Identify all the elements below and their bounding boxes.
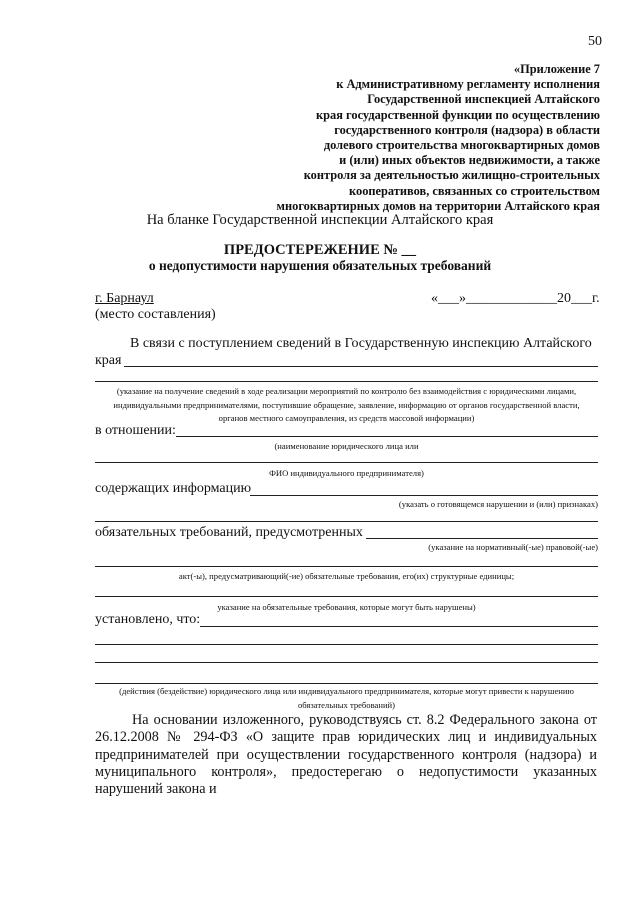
label-requirements: обязательных требований, предусмотренных <box>95 525 363 540</box>
appendix-line: государственного контроля (надзора) в области <box>334 122 600 137</box>
appendix-line: и (или) иных объектов недвижимости, а также <box>339 153 600 168</box>
caption-requirements: указание на обязательные требования, которые могут быть нарушены) <box>217 602 476 612</box>
entity-input-line <box>95 462 598 463</box>
caption-actions <box>95 685 598 712</box>
appendix-line: контроля за деятельностью жилищно-строительных <box>303 168 600 183</box>
document-subtitle: о недопустимости нарушения обязательных требований <box>148 258 492 273</box>
label-established: установлено, что: <box>95 612 201 627</box>
caption-normative: (указание на нормативный(-ые) правовой(-ые) <box>428 542 598 552</box>
caption-violation: (указать о готовящемся нарушении и (или) признаках) <box>398 499 598 509</box>
established-input-line <box>95 662 598 663</box>
caption-legal-entity: (наименование юридического лица или <box>274 441 419 451</box>
document-title: ПРЕДОСТЕРЕЖЕНИЕ № __ <box>223 242 417 258</box>
caption-entrepreneur: ФИО индивидуального предпринимателя) <box>269 468 424 478</box>
established-input-line <box>95 683 598 684</box>
final-paragraph: На основании изложенного, руководствуясь ст. 8.2 Федерального закона от 26.12.2008 № 294-ФЗ «О защите прав юридических лиц и индивидуальных предпринимателей при осуществлении государственного контроля (надзора) и муниципального контроля», предостерегаю о недопустимости указанных нарушений закона и <box>95 712 597 798</box>
caption-line: индивидуальными предпринимателями, поступившие обращение, заявление, информацию от органов государственной власти, <box>113 399 580 410</box>
acts-input-line <box>95 596 598 597</box>
intro-text: В связи с поступлением сведений в Государственную инспекцию Алтайского <box>130 336 592 351</box>
page-number: 50 <box>588 34 602 49</box>
appendix-line: долевого строительства многоквартирных домов <box>323 138 600 153</box>
caption-line: (указание на получение сведений в ходе реализации мероприятий по контролю без взаимодействия с юридическими лицами, <box>116 386 577 396</box>
appendix-line: края государственной функции по осуществлению <box>316 107 600 122</box>
containing-input-line <box>250 495 598 496</box>
city-field: г. Барнаул <box>95 291 154 306</box>
source-input-line <box>124 366 598 367</box>
place-caption: (место составления) <box>95 307 216 322</box>
established-input-line <box>200 626 598 627</box>
caption-line: обязательных требований) <box>297 699 396 710</box>
appendix-line: кооперативов, связанных со строительством <box>349 183 600 198</box>
caption-acts: акт(-ы), предусматривающий(-ие) обязательные требования, его(их) структурные единицы; <box>178 571 515 581</box>
intro-text-cont: края <box>95 353 122 368</box>
source-input-line <box>95 381 598 382</box>
label-containing: содержащих информацию <box>95 481 252 496</box>
label-regarding: в отношении: <box>95 423 176 438</box>
appendix-header <box>200 62 600 214</box>
appendix-line: Государственной инспекцией Алтайского <box>367 92 600 107</box>
violation-input-line <box>95 521 598 522</box>
regarding-input-line <box>176 436 598 437</box>
caption-source <box>95 385 598 426</box>
appendix-line: «Приложение 7 <box>513 62 600 76</box>
appendix-line: к Административному регламенту исполнения <box>336 77 600 92</box>
date-field: «___»_____________20___г. <box>431 291 600 306</box>
normative-input-line <box>95 566 598 567</box>
established-input-line <box>95 644 598 645</box>
caption-line: (действия (бездействие) юридического лица или индивидуального предпринимателя, которые могут привести к нарушению <box>119 686 574 696</box>
appendix-line: многоквартирных домов на территории Алтайского края <box>276 198 600 213</box>
caption-line: органов местного самоуправления, из средств массовой информации) <box>218 413 475 423</box>
letterhead-note: На бланке Государственной инспекции Алтайского края <box>146 212 494 228</box>
requirements-input-line <box>366 538 598 539</box>
